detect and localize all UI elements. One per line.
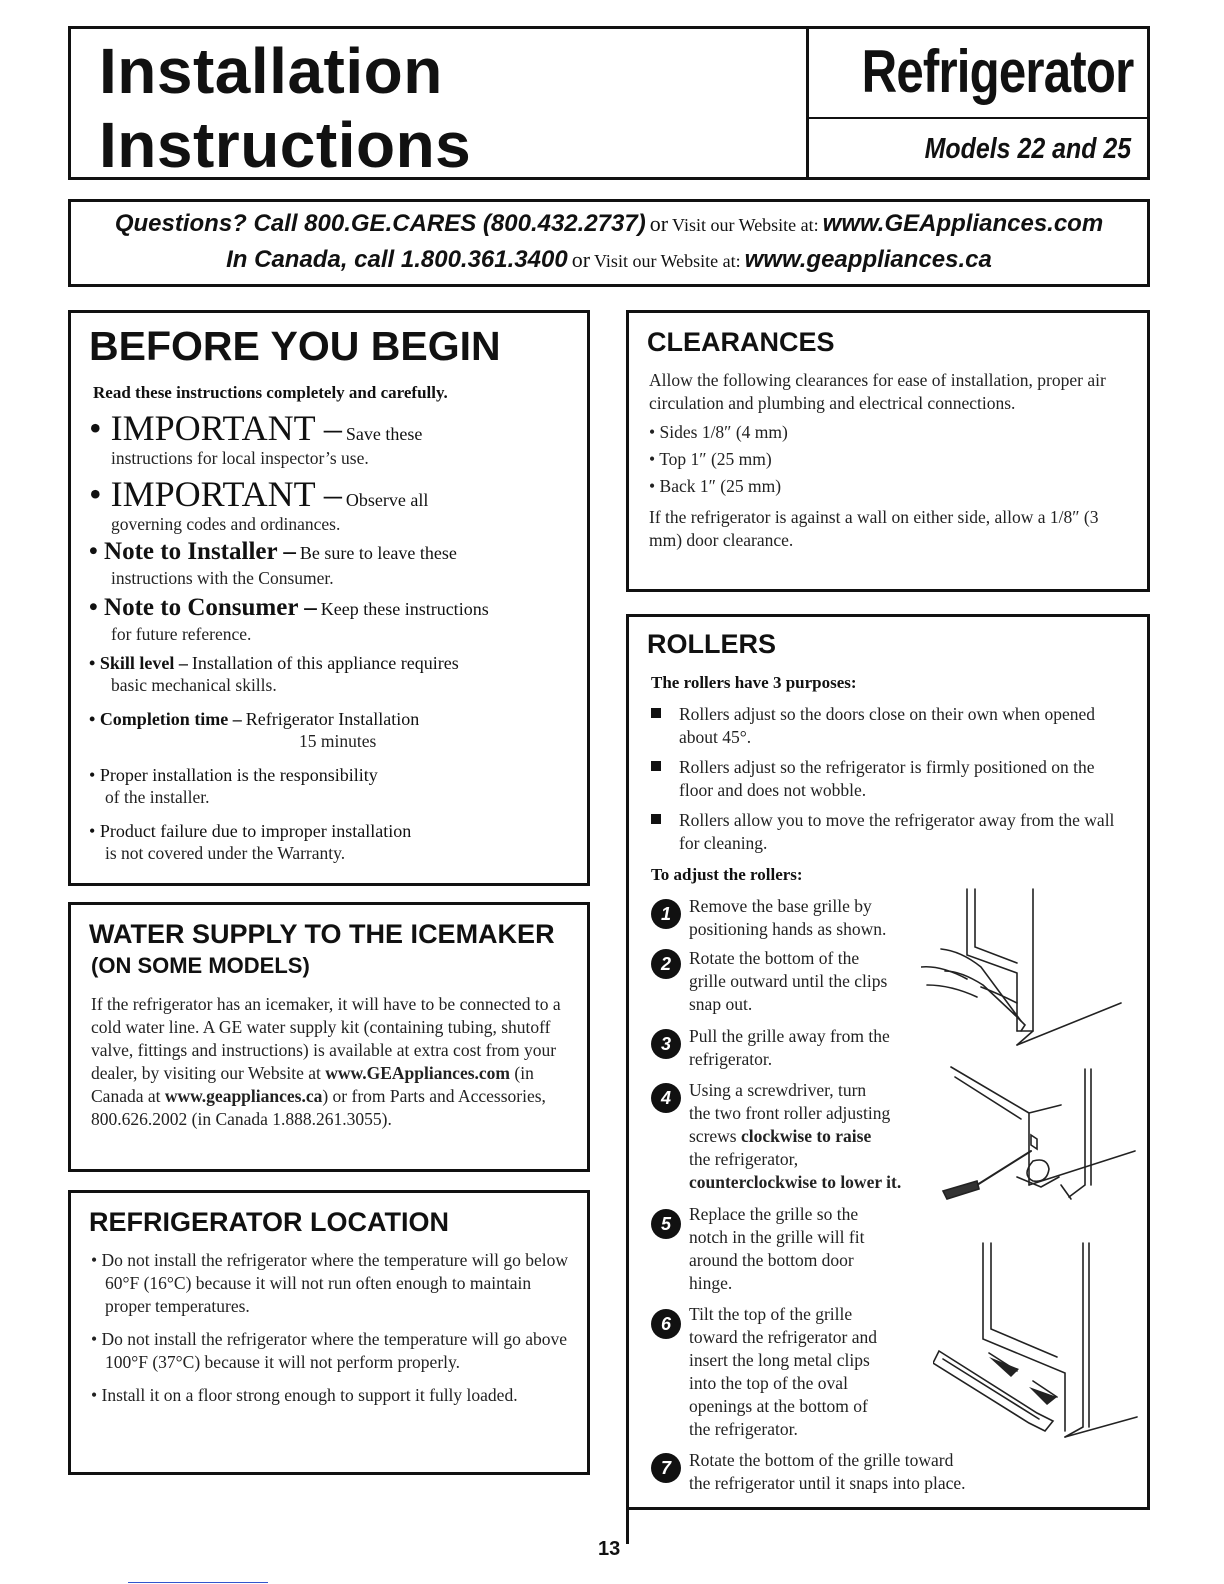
step-line: Rotate the bottom of the grille toward (689, 1450, 954, 1470)
step-number-2: 2 (651, 949, 681, 979)
step-line: the refrigerator, (689, 1149, 799, 1169)
step-line: grille outward until the clips (689, 971, 888, 991)
step-number-7: 7 (651, 1453, 681, 1483)
list-item: • Do not install the refrigerator where the temperature will go above 100°F (37°C) because it will not perform properly. (91, 1329, 568, 1372)
step-text-part: screws (689, 1126, 737, 1146)
adjust-heading: To adjust the rollers: (651, 865, 803, 884)
paragraph-text: (in Canada at (91, 1063, 534, 1106)
location-list (91, 1249, 569, 1407)
list-item: • Do not install the refrigerator where the temperature will go below 60°F (16°C) because it will not run often enough to maintain proper temperatures. (91, 1250, 569, 1316)
step-line: openings at the bottom of (689, 1396, 868, 1416)
step-number-1: 1 (651, 899, 681, 929)
us-phone: Questions? Call 800.GE.CARES (800.432.2737) (114, 210, 646, 237)
list-item: • Note to Installer – Be sure to leave these instructions with the Consumer. (89, 537, 579, 589)
step-line: around the bottom door (689, 1250, 854, 1270)
item-text: Rollers adjust so the doors close on their own when opened about 45°. (679, 704, 1096, 747)
item-head: Skill level – (99, 653, 188, 673)
purposes-heading: The rollers have 3 purposes: (651, 673, 857, 692)
section-heading: WATER SUPPLY TO THE ICEMAKER (89, 919, 555, 949)
item-text: Rollers adjust so the refrigerator is firmly positioned on the floor and does not wobble. (679, 757, 1095, 800)
step-text-bold: clockwise to raise (741, 1126, 872, 1146)
note-text: If the refrigerator is against a wall on either side, allow a 1/8″ (3 mm) door clearance. (649, 507, 1099, 550)
section-heading: BEFORE YOU BEGIN (89, 323, 501, 369)
step-line: notch in the grille will fit (689, 1227, 865, 1247)
item-lead: Proper installation is the responsibility (99, 765, 378, 785)
item-head: IMPORTANT – (110, 408, 342, 448)
item-text: Back 1″ (25 mm) (659, 476, 782, 496)
item-head: Note to Installer – (104, 538, 296, 565)
clearances-body (649, 369, 1133, 552)
ge-website-link[interactable]: www.GEAppliances.com (325, 1063, 510, 1083)
list-item: • Product failure due to improper installation is not covered under the Warranty. (89, 821, 579, 864)
step-line-bold: counterclockwise to lower it. (689, 1172, 902, 1192)
item-rest: 15 minutes (299, 731, 377, 751)
step-line: snap out. (689, 994, 753, 1014)
footer-line (128, 1582, 268, 1583)
item-lead: Product failure due to improper installation (99, 821, 412, 841)
list-item: • Sides 1/8″ (4 mm) (649, 422, 788, 442)
title-line-2: Instructions (99, 109, 472, 181)
list-item: • Install it on a floor strong enough to support it fully loaded. (91, 1385, 518, 1405)
page-number: 13 (598, 1538, 621, 1560)
list-item (651, 703, 1121, 749)
step-7-text (689, 1449, 966, 1495)
item-rest: is not covered under the Warranty. (105, 843, 346, 863)
intro-text: Allow the following clearances for ease of installation, proper air circulation and plumbing and electrical connections. (649, 370, 1106, 413)
header-divider (809, 117, 1147, 119)
step-4-text (689, 1079, 901, 1194)
or-text: or (649, 211, 669, 236)
item-head: Completion time – (99, 709, 242, 729)
step-line: Remove the base grille by (689, 896, 872, 916)
list-item: • Note to Consumer – Keep these instructions for future reference. (89, 593, 579, 645)
step-line: Replace the grille so the (689, 1204, 859, 1224)
list-item (651, 809, 1121, 855)
item-rest: of the installer. (105, 787, 210, 807)
title-line-1: Installation (99, 35, 443, 107)
item-lead: Installation of this appliance requires (191, 653, 459, 673)
purposes-list (651, 703, 1121, 855)
step-3-text (689, 1025, 890, 1071)
step-line (689, 1125, 901, 1148)
item-text: Install it on a floor strong enough to support it fully loaded. (101, 1385, 518, 1405)
step-line: Tilt the top of the grille (689, 1304, 853, 1324)
grille-removal-illustration (921, 885, 1133, 1065)
water-paragraph (91, 993, 571, 1131)
item-head: Note to Consumer – (104, 594, 317, 621)
step-number-4: 4 (651, 1083, 681, 1113)
step-1-text (689, 895, 886, 941)
step-line: hinge. (689, 1273, 733, 1293)
item-lead: Observe all (345, 490, 429, 510)
list-item: • IMPORTANT – Save these instructions for local inspector’s use. (89, 409, 579, 469)
step-line: the refrigerator. (689, 1419, 798, 1439)
list-item: • Skill level – Installation of this appliance requires basic mechanical skills. (89, 653, 579, 696)
item-text: Sides 1/8″ (4 mm) (659, 422, 788, 442)
section-heading: CLEARANCES (647, 327, 835, 357)
item-head: IMPORTANT – (110, 474, 342, 514)
or-text: or (571, 247, 591, 272)
page-number-rule (626, 1508, 629, 1544)
step-2-text (689, 947, 887, 1016)
contact-bar (68, 199, 1150, 287)
step-number-6: 6 (651, 1309, 681, 1339)
item-lead: Keep these instructions (320, 599, 489, 619)
item-rest: basic mechanical skills. (111, 675, 277, 695)
item-lead: Be sure to leave these (299, 543, 457, 563)
paragraph-text: ) or from Parts and Accessories, 800.626.2002 (in Canada 1.888.261.3055). (91, 1086, 546, 1129)
item-rest: instructions for local inspector’s use. (111, 448, 369, 468)
item-lead: Save these (345, 424, 423, 444)
canada-phone: In Canada, call 1.800.361.3400 (226, 246, 568, 273)
list-item: • Back 1″ (25 mm) (649, 476, 782, 496)
canada-website-link[interactable]: www.geappliances.ca (744, 246, 992, 273)
header-product-box (806, 26, 1150, 180)
step-line: toward the refrigerator and (689, 1327, 878, 1347)
item-text: Do not install the refrigerator where the temperature will go above 100°F (37°C) because it will not perform properly. (101, 1329, 568, 1372)
step-6-text (689, 1303, 877, 1441)
step-line: Rotate the bottom of the (689, 948, 860, 968)
item-rest: instructions with the Consumer. (111, 568, 334, 588)
item-rest: for future reference. (111, 624, 252, 644)
item-text: Do not install the refrigerator where the temperature will go below 60°F (16°C) because it will not run often enough to maintain proper temperatures. (101, 1250, 569, 1316)
list-item: • IMPORTANT – Observe all governing codes and ordinances. (89, 475, 579, 535)
item-lead: Refrigerator Installation (245, 709, 420, 729)
item-rest: governing codes and ordinances. (111, 514, 341, 534)
list-item: • Proper installation is the responsibility of the installer. (89, 765, 579, 808)
section-subheading: (ON SOME MODELS) (91, 953, 310, 978)
item-text: Rollers allow you to move the refrigerator away from the wall for cleaning. (679, 810, 1115, 853)
canada-website-link[interactable]: www.geappliances.ca (164, 1086, 323, 1106)
intro-text: Read these instructions completely and carefully. (93, 383, 448, 402)
paragraph-text: If the refrigerator has an icemaker, it will have to be connected to a cold water line. A GE water supply kit (containing tubing, shutoff valve, fittings and instructions) is available at extra cost from your dealer, by visiting our Website at (91, 994, 561, 1083)
section-heading: REFRIGERATOR LOCATION (89, 1207, 449, 1237)
clearances-section (626, 310, 1150, 592)
rollers-section (626, 614, 1150, 1510)
list-item: • Top 1″ (25 mm) (649, 449, 772, 469)
step-number-3: 3 (651, 1029, 681, 1059)
list-item: • Completion time – Refrigerator Installation 15 minutes (89, 709, 579, 752)
step-line: Using a screwdriver, turn (689, 1080, 867, 1100)
step-line: the two front roller adjusting (689, 1103, 891, 1123)
step-line: Pull the grille away from the (689, 1026, 890, 1046)
us-website-link[interactable]: www.GEAppliances.com (822, 210, 1104, 237)
visit-text: Visit our Website at: (594, 251, 741, 271)
visit-text: Visit our Website at: (672, 215, 819, 235)
grille-replacement-illustration (933, 1241, 1143, 1441)
models-label: Models 22 and 25 (924, 133, 1131, 165)
header-title-box (68, 26, 808, 180)
item-text: Top 1″ (25 mm) (659, 449, 772, 469)
step-5-text (689, 1203, 864, 1295)
step-line: refrigerator. (689, 1049, 773, 1069)
section-heading: ROLLERS (647, 629, 777, 659)
step-line: into the top of the oval (689, 1373, 848, 1393)
contact-line-canada (71, 246, 1147, 274)
step-line: positioning hands as shown. (689, 919, 887, 939)
product-name: Refrigerator (861, 38, 1133, 105)
refrigerator-location-section (68, 1190, 590, 1475)
list-item (651, 756, 1121, 802)
before-you-begin-section (68, 310, 590, 886)
step-line: insert the long metal clips (689, 1350, 870, 1370)
contact-line-us (71, 210, 1147, 238)
water-supply-section (68, 902, 590, 1172)
step-line: the refrigerator until it snaps into place. (689, 1473, 966, 1493)
step-number-5: 5 (651, 1209, 681, 1239)
roller-screw-illustration (921, 1065, 1141, 1225)
